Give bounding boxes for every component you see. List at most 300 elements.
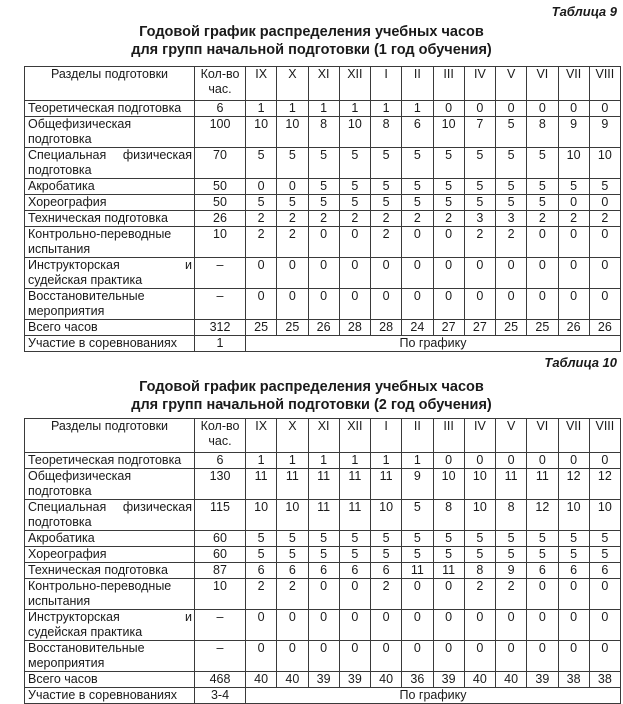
table-row [25,117,621,148]
row-section-name: Общефизическая подготовка [25,469,195,500]
month-hours-cell: 0 [433,101,464,117]
month-hours-cell: 26 [308,320,339,336]
month-hours-cell: 25 [527,320,558,336]
row-section-name: Техническая подготовка [25,563,195,579]
column-header-month: VI [527,419,558,453]
column-header-month: II [402,67,433,101]
month-hours-cell: 0 [527,258,558,289]
row-total-hours: – [195,258,246,289]
month-hours-cell: 5 [496,179,527,195]
column-header-section: Разделы подготовки [25,419,195,453]
month-hours-cell: 0 [402,641,433,672]
month-hours-cell: 5 [371,195,402,211]
month-hours-cell: 0 [308,641,339,672]
month-hours-cell: 27 [433,320,464,336]
month-hours-cell: 0 [433,258,464,289]
table-row [25,320,621,336]
month-hours-cell: 2 [496,579,527,610]
month-hours-cell: 0 [371,610,402,641]
month-hours-cell: 5 [433,195,464,211]
table-title-line-1: Годовой график распределения учебных часов [139,379,484,395]
row-total-hours: 100 [195,117,246,148]
month-hours-cell: 0 [246,610,277,641]
month-hours-cell: 8 [371,117,402,148]
month-hours-cell: 5 [246,547,277,563]
month-hours-cell: 11 [402,563,433,579]
month-hours-cell: 1 [339,453,370,469]
row-total-hours: 312 [195,320,246,336]
row-section-name: Теоретическая подготовка [25,101,195,117]
schedule-table [24,418,621,704]
column-header-month: XII [339,419,370,453]
row-total-hours: – [195,641,246,672]
month-hours-cell: 40 [496,672,527,688]
month-hours-cell: 12 [589,469,620,500]
month-hours-cell: 6 [277,563,308,579]
month-hours-cell: 3 [464,211,495,227]
table-row [25,610,621,641]
month-hours-cell: 0 [558,641,589,672]
row-total-hours: – [195,610,246,641]
table-title [0,378,623,414]
month-hours-cell: 1 [277,101,308,117]
month-hours-cell: 0 [558,289,589,320]
row-total-hours: 6 [195,101,246,117]
month-hours-cell: 39 [433,672,464,688]
month-hours-cell: 5 [527,195,558,211]
row-section-name: Хореография [25,195,195,211]
row-total-hours: – [195,289,246,320]
month-hours-cell: 9 [589,117,620,148]
month-hours-cell: 5 [339,547,370,563]
month-hours-cell: 0 [308,227,339,258]
month-hours-cell: 0 [464,289,495,320]
month-hours-cell: 10 [371,500,402,531]
month-hours-cell: 0 [433,453,464,469]
month-hours-cell: 5 [402,547,433,563]
row-section-name: Инструкторская и судейская практика [25,258,195,289]
column-header-month: V [496,67,527,101]
month-hours-cell: 11 [527,469,558,500]
month-hours-cell: 39 [527,672,558,688]
row-section-name: Инструкторская и судейская практика [25,610,195,641]
row-section-name: Хореография [25,547,195,563]
month-hours-cell: 0 [558,610,589,641]
month-hours-cell: 0 [558,195,589,211]
month-hours-cell: 6 [527,563,558,579]
month-hours-cell: 2 [464,227,495,258]
month-hours-cell: 2 [496,227,527,258]
row-section-name: Восстановительные мероприятия [25,641,195,672]
month-hours-cell: 10 [277,500,308,531]
row-section-name: Техническая подготовка [25,211,195,227]
row-total-hours: 70 [195,148,246,179]
month-hours-cell: 2 [277,579,308,610]
header-row [25,67,621,101]
column-header-month: VI [527,67,558,101]
month-hours-cell: 5 [464,531,495,547]
table-row [25,179,621,195]
month-hours-cell: 0 [433,579,464,610]
month-hours-cell: 0 [277,289,308,320]
month-hours-cell: 0 [246,289,277,320]
month-hours-cell: 0 [308,258,339,289]
month-hours-cell: 0 [527,610,558,641]
month-hours-cell: 0 [464,101,495,117]
row-section-name: Всего часов [25,672,195,688]
month-hours-cell: 0 [589,258,620,289]
month-hours-cell: 10 [339,117,370,148]
row-total-hours: 50 [195,195,246,211]
month-hours-cell: 39 [308,672,339,688]
row-total-hours: 6 [195,453,246,469]
month-hours-cell: 0 [371,258,402,289]
column-header-month: VIII [589,419,620,453]
month-hours-cell: 26 [589,320,620,336]
month-hours-cell: 0 [558,101,589,117]
row-total-hours: 60 [195,547,246,563]
month-hours-cell: 5 [246,531,277,547]
month-hours-cell: 25 [496,320,527,336]
table-row [25,211,621,227]
row-section-name: Теоретическая подготовка [25,453,195,469]
month-hours-cell: 8 [308,117,339,148]
month-hours-cell: 5 [558,179,589,195]
month-hours-cell: 0 [308,579,339,610]
month-hours-cell: 5 [339,195,370,211]
month-hours-cell: 28 [371,320,402,336]
month-hours-cell: 5 [589,531,620,547]
month-hours-cell: 38 [558,672,589,688]
month-hours-cell: 5 [527,148,558,179]
row-section-name: Общефизическая подготовка [25,117,195,148]
month-hours-cell: 10 [558,500,589,531]
month-hours-cell: 5 [496,531,527,547]
column-header-month: III [433,419,464,453]
month-hours-cell: 5 [589,179,620,195]
month-hours-cell: 2 [246,227,277,258]
table-row [25,289,621,320]
month-hours-cell: 5 [246,195,277,211]
month-hours-cell: 7 [464,117,495,148]
month-hours-cell: 5 [558,547,589,563]
table-row [25,672,621,688]
month-hours-cell: 5 [402,148,433,179]
month-hours-cell: 0 [589,227,620,258]
table-row [25,641,621,672]
month-hours-cell: 25 [277,320,308,336]
column-header-month: XI [308,67,339,101]
month-hours-cell: 10 [589,148,620,179]
month-hours-cell: 0 [371,641,402,672]
header-row [25,419,621,453]
month-hours-cell: 2 [371,579,402,610]
month-hours-cell: 28 [339,320,370,336]
month-hours-cell: 0 [589,101,620,117]
column-header-month: VII [558,67,589,101]
row-total-hours: 10 [195,579,246,610]
month-hours-cell: 1 [339,101,370,117]
column-header-section: Разделы подготовки [25,67,195,101]
month-hours-cell: 2 [308,211,339,227]
month-hours-cell: 5 [558,531,589,547]
month-hours-cell: 1 [277,453,308,469]
row-total-hours: 115 [195,500,246,531]
row-total-hours: 60 [195,531,246,547]
month-hours-cell: 0 [402,258,433,289]
month-hours-cell: 11 [308,500,339,531]
column-header-month: VII [558,419,589,453]
month-hours-cell: 5 [277,195,308,211]
month-hours-cell: 6 [402,117,433,148]
month-hours-cell: 5 [464,179,495,195]
month-hours-cell: 5 [433,547,464,563]
column-header-total-hours: Кол-во час. [195,419,246,453]
month-hours-cell: 0 [496,641,527,672]
month-hours-cell: 0 [496,101,527,117]
month-hours-cell: 0 [339,641,370,672]
column-header-month: IX [246,419,277,453]
month-hours-cell: 5 [402,500,433,531]
row-section-name: Участие в соревнованиях [25,688,195,704]
month-hours-cell: 0 [464,610,495,641]
month-hours-cell: 5 [339,179,370,195]
month-hours-cell: 5 [277,547,308,563]
month-hours-cell: 1 [308,453,339,469]
month-hours-cell: 0 [433,641,464,672]
row-section-name: Всего часов [25,320,195,336]
month-hours-cell: 2 [246,579,277,610]
row-total-hours: 10 [195,227,246,258]
row-total-hours: 26 [195,211,246,227]
month-hours-cell: 2 [433,211,464,227]
month-hours-cell: 10 [433,117,464,148]
table-row [25,453,621,469]
month-hours-cell: 0 [589,453,620,469]
month-hours-cell: 5 [308,195,339,211]
competition-row [25,688,621,704]
month-hours-cell: 0 [558,258,589,289]
month-hours-cell: 0 [527,227,558,258]
month-hours-cell: 6 [558,563,589,579]
month-hours-cell: 2 [589,211,620,227]
row-total-hours: 468 [195,672,246,688]
row-section-name: Специальная физическая подготовка [25,500,195,531]
month-hours-cell: 0 [464,258,495,289]
month-hours-cell: 5 [371,179,402,195]
table-title-line-1: Годовой график распределения учебных часов [139,24,484,40]
month-hours-cell: 0 [558,453,589,469]
month-hours-cell: 0 [402,610,433,641]
month-hours-cell: 8 [464,563,495,579]
month-hours-cell: 40 [246,672,277,688]
month-hours-cell: 26 [558,320,589,336]
table-title [0,23,623,59]
month-hours-cell: 0 [527,453,558,469]
month-hours-cell: 39 [339,672,370,688]
row-total-hours: 3-4 [195,688,246,704]
month-hours-cell: 40 [464,672,495,688]
month-hours-cell: 11 [277,469,308,500]
month-hours-cell: 0 [496,610,527,641]
month-hours-cell: 0 [402,579,433,610]
table-row [25,258,621,289]
month-hours-cell: 2 [277,227,308,258]
column-header-month: VIII [589,67,620,101]
table-title-line-2: для групп начальной подготовки (1 год обучения) [131,42,492,58]
table-row [25,500,621,531]
column-header-month: II [402,419,433,453]
month-hours-cell: 11 [339,500,370,531]
month-hours-cell: 0 [339,258,370,289]
month-hours-cell: 0 [246,641,277,672]
row-section-name: Восстановительные мероприятия [25,289,195,320]
row-section-name: Акробатика [25,531,195,547]
month-hours-cell: 0 [246,179,277,195]
month-hours-cell: 5 [402,179,433,195]
month-hours-cell: 5 [589,547,620,563]
month-hours-cell: 6 [371,563,402,579]
month-hours-cell: 10 [433,469,464,500]
month-hours-cell: 5 [496,117,527,148]
month-hours-cell: 1 [246,453,277,469]
month-hours-cell: 5 [277,148,308,179]
month-hours-cell: 0 [339,289,370,320]
month-hours-cell: 5 [496,148,527,179]
table-title-line-2: для групп начальной подготовки (2 год обучения) [131,397,492,413]
month-hours-cell: 5 [527,531,558,547]
month-hours-cell: 0 [527,289,558,320]
month-hours-cell: 2 [527,211,558,227]
month-hours-cell: 2 [558,211,589,227]
month-hours-cell: 0 [496,289,527,320]
month-hours-cell: 0 [496,258,527,289]
table-row [25,101,621,117]
table-row [25,547,621,563]
month-hours-cell: 5 [496,195,527,211]
column-header-month: IV [464,419,495,453]
table-number-label: Таблица 10 [544,355,617,370]
month-hours-cell: 0 [277,641,308,672]
month-hours-cell: 5 [464,195,495,211]
month-hours-cell: 10 [464,500,495,531]
month-hours-cell: 5 [464,148,495,179]
month-hours-cell: 11 [339,469,370,500]
month-hours-cell: 36 [402,672,433,688]
month-hours-cell: 1 [308,101,339,117]
row-section-name: Контрольно-переводные испытания [25,579,195,610]
month-hours-cell: 5 [527,179,558,195]
month-hours-cell: 0 [464,641,495,672]
month-hours-cell: 0 [589,289,620,320]
month-hours-cell: 0 [527,641,558,672]
month-hours-cell: 0 [339,227,370,258]
month-hours-cell: 5 [277,531,308,547]
column-header-month: I [371,419,402,453]
table-row [25,195,621,211]
month-hours-cell: 0 [339,579,370,610]
month-hours-cell: 0 [433,610,464,641]
row-section-name: Контрольно-переводные испытания [25,227,195,258]
table-row [25,563,621,579]
month-hours-cell: 5 [433,531,464,547]
month-hours-cell: 1 [371,101,402,117]
month-hours-cell: 0 [402,227,433,258]
table-row [25,227,621,258]
column-header-month: XII [339,67,370,101]
row-section-name: Специальная физическая подготовка [25,148,195,179]
competition-schedule-cell: По графику [246,688,621,704]
month-hours-cell: 5 [339,148,370,179]
month-hours-cell: 0 [277,610,308,641]
month-hours-cell: 0 [496,453,527,469]
month-hours-cell: 5 [464,547,495,563]
column-header-month: V [496,419,527,453]
month-hours-cell: 5 [527,547,558,563]
month-hours-cell: 0 [277,179,308,195]
month-hours-cell: 5 [402,531,433,547]
month-hours-cell: 5 [371,547,402,563]
table-row [25,531,621,547]
month-hours-cell: 6 [308,563,339,579]
month-hours-cell: 0 [527,101,558,117]
table-row [25,469,621,500]
month-hours-cell: 2 [277,211,308,227]
month-hours-cell: 10 [589,500,620,531]
competition-schedule-cell: По графику [246,336,621,352]
row-total-hours: 50 [195,179,246,195]
month-hours-cell: 40 [277,672,308,688]
month-hours-cell: 24 [402,320,433,336]
month-hours-cell: 11 [371,469,402,500]
month-hours-cell: 0 [589,610,620,641]
row-total-hours: 130 [195,469,246,500]
month-hours-cell: 5 [371,531,402,547]
month-hours-cell: 2 [464,579,495,610]
month-hours-cell: 12 [527,500,558,531]
month-hours-cell: 5 [246,148,277,179]
month-hours-cell: 10 [558,148,589,179]
column-header-month: X [277,419,308,453]
month-hours-cell: 2 [246,211,277,227]
month-hours-cell: 0 [402,289,433,320]
month-hours-cell: 2 [371,211,402,227]
column-header-month: X [277,67,308,101]
month-hours-cell: 0 [589,195,620,211]
month-hours-cell: 0 [433,289,464,320]
column-header-month: IV [464,67,495,101]
month-hours-cell: 27 [464,320,495,336]
month-hours-cell: 0 [246,258,277,289]
month-hours-cell: 10 [464,469,495,500]
month-hours-cell: 3 [496,211,527,227]
month-hours-cell: 0 [558,227,589,258]
month-hours-cell: 5 [433,148,464,179]
month-hours-cell: 1 [402,453,433,469]
month-hours-cell: 6 [246,563,277,579]
column-header-month: IX [246,67,277,101]
column-header-total-hours: Кол-во час. [195,67,246,101]
month-hours-cell: 0 [558,579,589,610]
month-hours-cell: 5 [308,531,339,547]
month-hours-cell: 8 [433,500,464,531]
month-hours-cell: 2 [339,211,370,227]
row-total-hours: 87 [195,563,246,579]
month-hours-cell: 11 [246,469,277,500]
month-hours-cell: 10 [246,500,277,531]
month-hours-cell: 11 [308,469,339,500]
row-total-hours: 1 [195,336,246,352]
